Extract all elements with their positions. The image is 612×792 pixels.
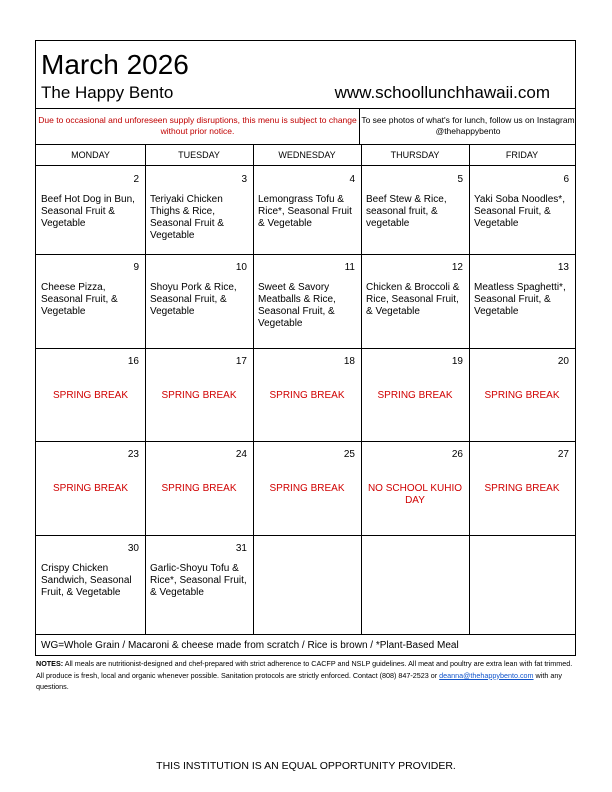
day-number: 23 bbox=[127, 449, 139, 460]
company-name: The Happy Bento bbox=[41, 83, 174, 102]
day-number: 13 bbox=[557, 262, 569, 273]
day-number: 24 bbox=[235, 449, 247, 460]
meal-description: Meatless Spaghetti*, Seasonal Fruit, & Vegetable bbox=[474, 282, 566, 317]
meal-description: Sweet & Savory Meatballs & Rice, Seasonal Fruit, & Vegetable bbox=[258, 282, 336, 329]
menu-calendar bbox=[35, 40, 576, 656]
day-cell bbox=[253, 348, 361, 441]
meal-description: Beef Hot Dog in Bun, Seasonal Fruit & Vegetable bbox=[41, 194, 135, 229]
day-number: 27 bbox=[557, 449, 569, 460]
day-cell bbox=[469, 535, 575, 634]
equal-opportunity-footer: THIS INSTITUTION IS AN EQUAL OPPORTUNITY PROVIDER. bbox=[156, 760, 456, 772]
no-school-label: SPRING BREAK bbox=[161, 390, 237, 401]
meal-description: Garlic-Shoyu Tofu & Rice*, Seasonal Fruit, & Vegetable bbox=[150, 563, 247, 598]
day-cell bbox=[469, 441, 575, 535]
day-number: 30 bbox=[127, 543, 139, 554]
instagram-notice: To see photos of what's for lunch, follow us on Instagram @thehappybento bbox=[361, 115, 575, 136]
page-title: March 2026 bbox=[41, 49, 189, 80]
meal-description: Cheese Pizza, Seasonal Fruit, & Vegetable bbox=[41, 282, 118, 317]
notes-section bbox=[36, 658, 576, 693]
day-cell bbox=[361, 535, 469, 634]
day-cell bbox=[36, 348, 145, 441]
meal-description: Yaki Soba Noodles*, Seasonal Fruit, & Vegetable bbox=[474, 194, 565, 229]
day-cell bbox=[469, 254, 575, 348]
meal-description: Shoyu Pork & Rice, Seasonal Fruit, & Vegetable bbox=[150, 282, 237, 317]
website-text: www.schoollunchhawaii.com bbox=[334, 83, 550, 102]
meal-description: Chicken & Broccoli & Rice, Seasonal Fruit, & Vegetable bbox=[366, 282, 460, 317]
day-cell bbox=[36, 166, 145, 254]
day-number: 19 bbox=[451, 356, 463, 367]
day-cell bbox=[469, 166, 575, 254]
day-number: 11 bbox=[344, 262, 355, 273]
day-number: 6 bbox=[563, 174, 569, 185]
no-school-label: SPRING BREAK bbox=[269, 390, 345, 401]
meal-description: Lemongrass Tofu & Rice*, Seasonal Fruit & Vegetable bbox=[258, 194, 352, 229]
day-number: 3 bbox=[241, 174, 247, 185]
day-cell bbox=[361, 166, 469, 254]
day-number: 12 bbox=[451, 262, 463, 273]
day-number: 17 bbox=[235, 356, 247, 367]
day-cell bbox=[36, 254, 145, 348]
day-cell bbox=[361, 348, 469, 441]
notes-label: NOTES: bbox=[36, 659, 64, 668]
day-cell bbox=[361, 441, 469, 535]
day-number: 4 bbox=[349, 174, 355, 185]
no-school-label: SPRING BREAK bbox=[377, 390, 453, 401]
menu-legend: WG=Whole Grain / Macaroni & cheese made from scratch / Rice is brown / *Plant-Based Meal bbox=[36, 634, 575, 655]
day-number: 25 bbox=[343, 449, 355, 460]
day-header-friday: FRIDAY bbox=[469, 144, 575, 166]
day-cell bbox=[145, 535, 253, 634]
no-school-label: SPRING BREAK bbox=[269, 483, 345, 494]
no-school-label: SPRING BREAK bbox=[161, 483, 237, 494]
day-cell bbox=[145, 348, 253, 441]
day-number: 16 bbox=[127, 356, 139, 367]
day-number: 2 bbox=[133, 174, 139, 185]
day-cell bbox=[253, 441, 361, 535]
day-number: 26 bbox=[451, 449, 463, 460]
day-cell bbox=[361, 254, 469, 348]
day-number: 9 bbox=[133, 262, 139, 273]
no-school-label: SPRING BREAK bbox=[484, 390, 560, 401]
notice-row bbox=[36, 108, 575, 145]
day-number: 10 bbox=[235, 262, 247, 273]
notes-text: All meals are nutritionist-designed and chef-prepared with strict adherence to CACFP and NSLP guidelines. All meat and poultry are extra lean with fat trimmed. All produce is fresh, local and organic whenever possible. Sanitation protocols are strictly enforced. Contact (808) 847-2523 or bbox=[36, 659, 573, 680]
day-number: 20 bbox=[557, 356, 569, 367]
day-cell bbox=[145, 441, 253, 535]
day-cell bbox=[36, 535, 145, 634]
meal-description: Crispy Chicken Sandwich, Seasonal Fruit, & Vegetable bbox=[41, 563, 132, 598]
day-cell bbox=[253, 166, 361, 254]
day-cell bbox=[36, 441, 145, 535]
meal-description: Teriyaki Chicken Thighs & Rice, Seasonal Fruit & Vegetable bbox=[150, 194, 224, 241]
day-number: 18 bbox=[343, 356, 355, 367]
day-header-tuesday: TUESDAY bbox=[145, 144, 253, 166]
day-header-monday: MONDAY bbox=[36, 144, 145, 166]
day-cell bbox=[253, 535, 361, 634]
day-cell bbox=[145, 254, 253, 348]
day-number: 31 bbox=[235, 543, 247, 554]
no-school-label: SPRING BREAK bbox=[52, 390, 129, 401]
day-header-thursday: THURSDAY bbox=[361, 144, 469, 166]
day-number: 5 bbox=[457, 174, 463, 185]
meal-description: Beef Stew & Rice, seasonal fruit, & vegetable bbox=[366, 194, 447, 229]
day-cell bbox=[145, 166, 253, 254]
no-school-label: SPRING BREAK bbox=[52, 483, 129, 494]
supply-notice: Due to occasional and unforeseen supply disruptions, this menu is subject to change without prior notice. bbox=[36, 109, 360, 144]
no-school-label: SPRING BREAK bbox=[484, 483, 560, 494]
day-header-wednesday: WEDNESDAY bbox=[253, 144, 361, 166]
contact-email-link[interactable]: deanna@thehappybento.com bbox=[439, 670, 534, 680]
day-cell bbox=[469, 348, 575, 441]
day-cell bbox=[253, 254, 361, 348]
no-school-label: NO SCHOOL KUHIO DAY bbox=[367, 483, 463, 506]
notes-tail: with any questions. bbox=[36, 670, 562, 691]
